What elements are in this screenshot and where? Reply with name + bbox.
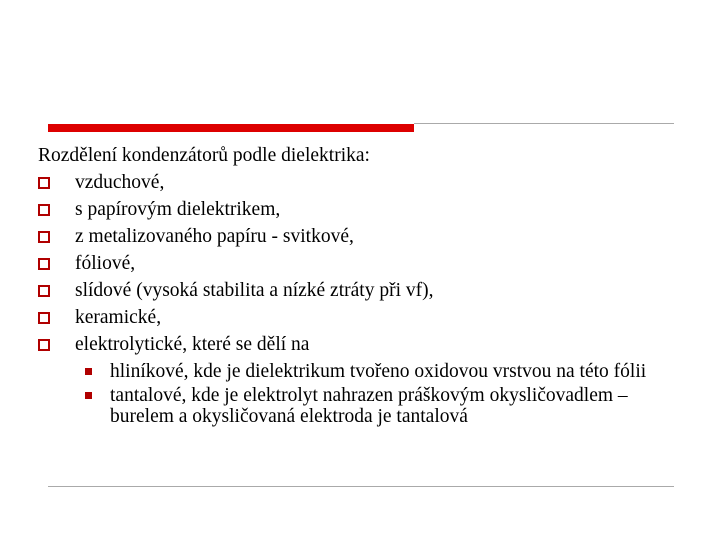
filled-square-bullet-icon [85, 368, 92, 375]
sub-list-item [75, 361, 688, 382]
filled-square-bullet-icon [85, 392, 92, 399]
list-item [38, 304, 688, 331]
list-item-label: fóliové, [75, 253, 136, 274]
slide-body [38, 142, 688, 430]
bullet-list [38, 169, 688, 427]
list-item-label: keramické, [75, 307, 162, 328]
list-item [38, 196, 688, 223]
hollow-square-bullet-icon [38, 312, 50, 324]
list-item [38, 169, 688, 196]
footer-divider-line [48, 486, 674, 487]
sub-list-item-label: tantalové, kde je elektrolyt nahrazen práškovým okysličovadlem – burelem a okysličovaná elektroda je tantalová [110, 385, 628, 427]
title-divider-line [414, 123, 674, 124]
list-item [38, 331, 688, 427]
hollow-square-bullet-icon [38, 204, 50, 216]
list-item-label: slídové (vysoká stabilita a nízké ztráty při vf), [75, 280, 434, 301]
hollow-square-bullet-icon [38, 339, 50, 351]
list-item [38, 223, 688, 250]
list-item-label: s papírovým dielektrikem, [75, 199, 281, 220]
list-item-label: elektrolytické, které se dělí na [75, 334, 310, 355]
title-accent-bar [48, 124, 414, 132]
hollow-square-bullet-icon [38, 285, 50, 297]
list-item [38, 277, 688, 304]
list-heading: Rozdělení kondenzátorů podle dielektrika: [38, 145, 370, 166]
hollow-square-bullet-icon [38, 231, 50, 243]
sub-bullet-list [75, 361, 688, 427]
list-item-label: vzduchové, [75, 172, 165, 193]
list-item [38, 250, 688, 277]
hollow-square-bullet-icon [38, 258, 50, 270]
sub-list-item [75, 385, 688, 427]
hollow-square-bullet-icon [38, 177, 50, 189]
list-item-label: z metalizovaného papíru - svitkové, [75, 226, 354, 247]
sub-list-item-label: hliníkové, kde je dielektrikum tvořeno oxidovou vrstvou na této fólii [110, 361, 647, 382]
